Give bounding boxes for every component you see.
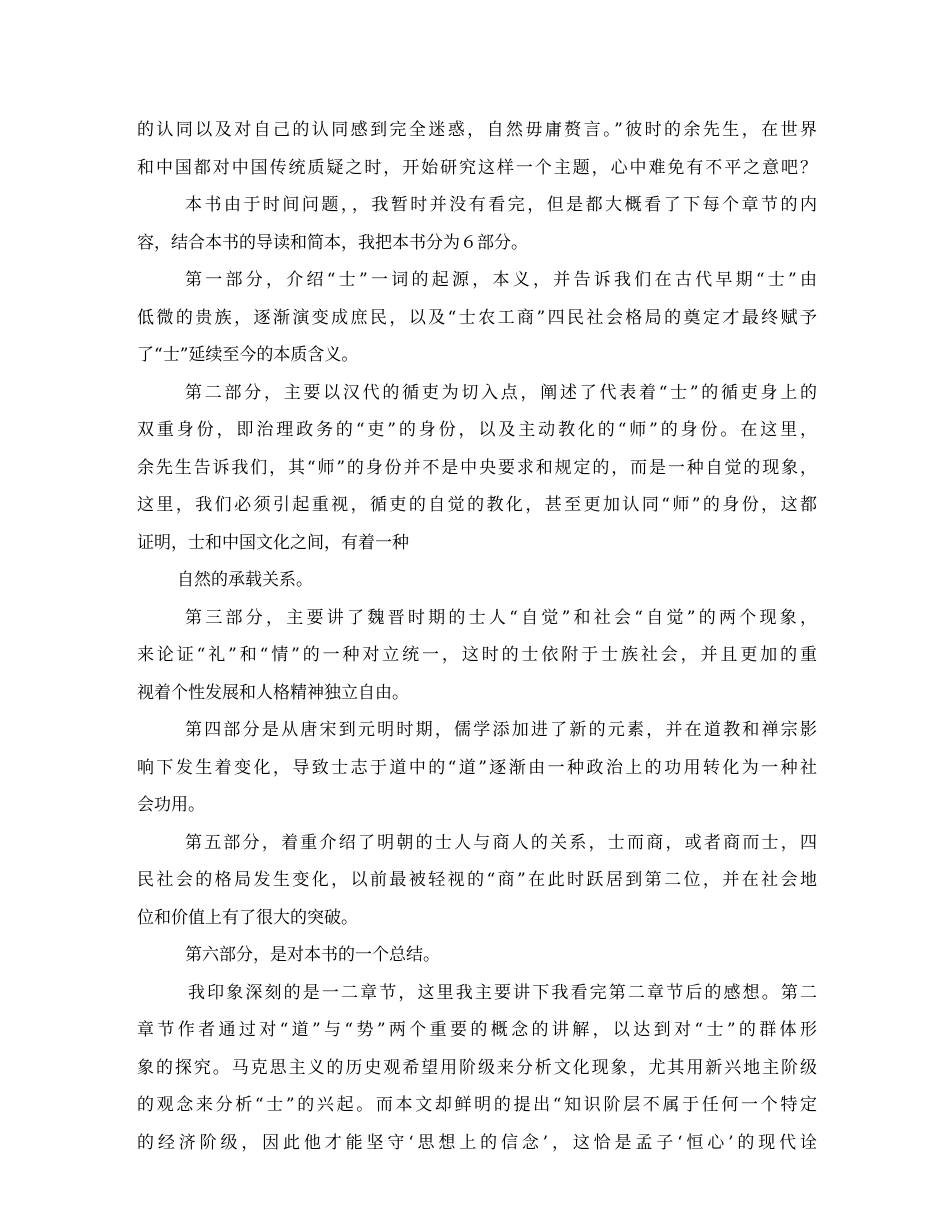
text-line: 民社会的格局发生变化，以前最被轻视的“商”在此时跃居到第二位，并在社会地 <box>137 870 817 890</box>
paragraph-start-line: 第四部分是从唐宋到元明时期，儒学添加进了新的元素，并在道教和禅宗影 <box>185 720 817 740</box>
paragraph-start-line: 本书由于时间问题，，我暂时并没有看完，但是都大概看了下每个章节的内 <box>185 195 817 215</box>
text-line: 章节作者通过对“道”与“势”两个重要的概念的讲解，以达到对“士”的群体形 <box>137 1020 817 1040</box>
text-line: 的经济阶级，因此他才能坚守‘思想上的信念’，这恰是孟子‘恒心’的现代诠 <box>137 1132 817 1153</box>
text-line: 证明，士和中国文化之间，有着一种 <box>137 532 409 553</box>
text-line: 容，结合本书的导读和简本，我把本书分为６部分。 <box>137 232 528 253</box>
paragraph-start-line: 第二部分，主要以汉代的循吏为切入点，阐述了代表着“士”的循吏身上的 <box>185 382 817 403</box>
text-line: 了“士”延续至今的本质含义。 <box>137 345 359 365</box>
paragraph-start-line: 第五部分，着重介绍了明朝的士人与商人的关系，士而商，或者商而士，四 <box>185 832 817 853</box>
paragraph-start-line: 第六部分，是对本书的一个总结。 <box>185 945 440 965</box>
text-line: 的观念来分析“士”的兴起。而本文却鲜明的提出“知识阶层不属于任何一个特定 <box>137 1095 817 1115</box>
text-line: 会功用。 <box>137 795 205 815</box>
text-line: 视着个性发展和人格精神独立自由。 <box>137 682 409 703</box>
text-line: 的认同以及对自己的认同感到完全迷惑，自然毋庸赘言。”彼时的余先生，在世界 <box>137 120 817 140</box>
text-line: 和中国都对中国传统质疑之时，开始研究这样一个主题，心中难免有不平之意吧？ <box>137 157 817 178</box>
paragraph-start-line: 我印象深刻的是一二章节，这里我主要讲下我看完第二章节后的感想。第二 <box>188 982 817 1003</box>
text-line: 象的探究。马克思主义的历史观希望用阶级来分析文化现象，尤其用新兴地主阶级 <box>137 1057 817 1078</box>
text-line: 来论证“礼”和“情”的一种对立统一，这时的士依附于士族社会，并且更加的重 <box>137 645 817 665</box>
text-line: 这里，我们必须引起重视，循吏的自觉的教化，甚至更加认同“师”的身份，这都 <box>137 495 817 515</box>
text-line: 响下发生着变化，导致士志于道中的“道”逐渐由一种政治上的功用转化为一种社 <box>137 757 817 778</box>
paragraph-start-line: 第一部分，介绍“士”一词的起源，本义，并告诉我们在古代早期“士”由 <box>185 270 817 290</box>
text-line: 低微的贵族，逐渐演变成庶民，以及“士农工商”四民社会格局的奠定才最终赋予 <box>137 307 817 328</box>
text-line: 余先生告诉我们，其“师”的身份并不是中央要求和规定的，而是一种自觉的现象， <box>137 457 817 478</box>
paragraph-start-line: 第三部分，主要讲了魏晋时期的士人“自觉”和社会“自觉”的两个现象， <box>185 607 817 628</box>
body-text <box>137 112 817 1162</box>
text-line: 自然的承载关系。 <box>177 570 313 590</box>
text-line: 位和价值上有了很大的突破。 <box>137 907 358 928</box>
text-line: 双重身份，即治理政务的“吏”的身份，以及主动教化的“师”的身份。在这里， <box>137 420 817 440</box>
